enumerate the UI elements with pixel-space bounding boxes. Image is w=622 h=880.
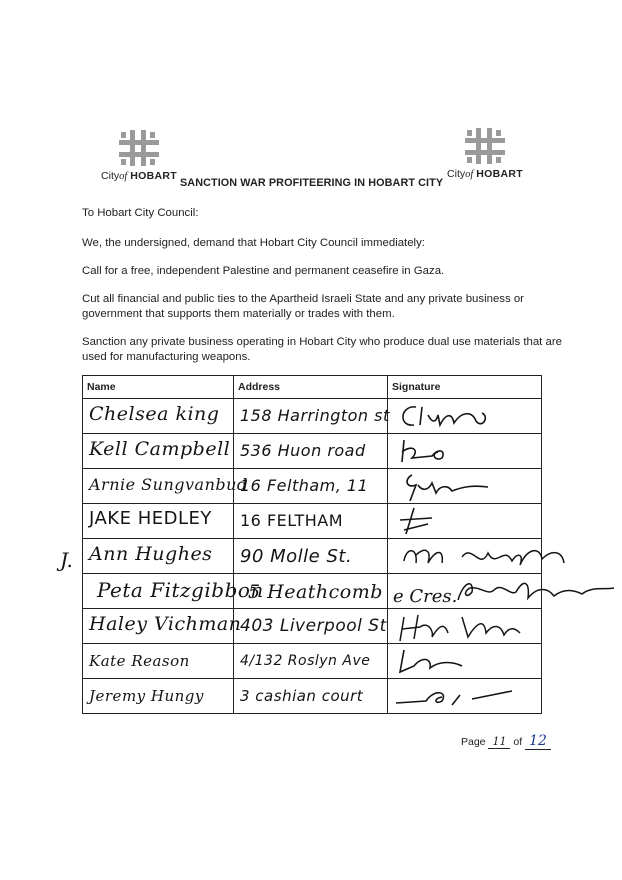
- signer-name: JAKE HEDLEY: [89, 508, 212, 529]
- signature-cell: [388, 469, 542, 504]
- table-row: [83, 539, 542, 574]
- name-cell: [83, 399, 234, 434]
- name-cell: [83, 469, 248, 504]
- city-of-hobart-logo-left: [98, 130, 180, 182]
- signer-address: 3 cashian court: [240, 687, 364, 705]
- address-cell: [234, 609, 388, 644]
- name-cell: [83, 434, 234, 469]
- signer-address: 158 Harrington st: [240, 406, 390, 425]
- hobart-crest-icon: [465, 128, 505, 164]
- demand-intro: We, the undersigned, demand that Hobart City Council immediately:: [82, 237, 425, 249]
- handwritten-signature: [392, 611, 542, 643]
- demand-ceasefire: Call for a free, independent Palestine and permanent ceasefire in Gaza.: [82, 265, 445, 277]
- signature-cell: [388, 644, 542, 679]
- demand-sanction-line-1: Sanction any private business operating in Hobart City who produce dual use materials that are: [82, 336, 562, 348]
- signature-cell: [388, 399, 542, 434]
- signer-address: 16 FELTHAM: [240, 511, 344, 530]
- table-row: [83, 434, 542, 469]
- name-cell: [83, 679, 234, 714]
- name-cell: [83, 644, 234, 679]
- signer-address: 536 Huon road: [240, 441, 366, 460]
- city-of-hobart-logo-right: [444, 128, 526, 180]
- of-label: of: [513, 736, 523, 748]
- signature-cell: [388, 504, 542, 539]
- signer-name: Jeremy Hungy: [89, 687, 204, 705]
- table-row: [83, 574, 542, 609]
- address-cell: [234, 679, 388, 714]
- name-column-header: Name: [83, 376, 234, 399]
- table-row: [83, 399, 542, 434]
- name-cell: [83, 609, 242, 644]
- handwritten-signature: [392, 506, 532, 536]
- handwritten-signature: [392, 541, 582, 573]
- handwritten-signature: [392, 401, 532, 431]
- signature-column-header: Signature: [388, 376, 542, 399]
- signer-address: 5 Heathcomb: [248, 581, 383, 603]
- signature-cell: [388, 539, 542, 574]
- signature-table: [82, 375, 542, 714]
- signer-address: 4/132 Roslyn Ave: [240, 653, 371, 669]
- signature-cell: [388, 679, 542, 714]
- handwritten-signature: [392, 471, 532, 503]
- signer-address: 16 Feltham, 11: [240, 476, 369, 495]
- hobart-crest-icon: [119, 130, 159, 166]
- page-label: Page: [461, 736, 486, 748]
- demand-cut-ties-line-2: government that supports them materially or trades with them.: [82, 308, 395, 320]
- table-row: [83, 609, 542, 644]
- address-cell: [234, 434, 388, 469]
- logo-text: Cityof HOBART: [101, 170, 177, 182]
- name-prefix-annotation: J.: [60, 548, 73, 572]
- signer-address: 90 Molle St.: [240, 546, 353, 567]
- signer-name: Haley Vichman: [89, 613, 242, 635]
- address-cell: [234, 469, 388, 504]
- address-cell: [234, 644, 388, 679]
- demand-cut-ties-line-1: Cut all financial and public ties to the Apartheid Israeli State and any private business or: [82, 293, 524, 305]
- table-header-row: [83, 376, 542, 399]
- handwritten-signature: [392, 436, 532, 466]
- name-cell: [83, 539, 234, 574]
- table-row: [83, 469, 542, 504]
- signer-name: Kell Campbell: [89, 438, 231, 460]
- address-cell: [234, 399, 388, 434]
- name-cell: [83, 574, 264, 609]
- handwritten-signature: [392, 646, 532, 676]
- addressee-line: To Hobart City Council:: [82, 207, 199, 219]
- address-cell: [234, 539, 388, 574]
- address-column-header: Address: [234, 376, 388, 399]
- signer-name: Kate Reason: [89, 652, 190, 670]
- signer-address: 403 Liverpool St: [240, 616, 387, 636]
- signer-name: Ann Hughes: [89, 543, 213, 565]
- table-row: [83, 504, 542, 539]
- address-cell: [234, 574, 388, 609]
- page-indicator: [461, 733, 551, 750]
- page-total: 12: [525, 733, 551, 750]
- page-current: 11: [488, 735, 510, 749]
- petition-title: SANCTION WAR PROFITEERING IN HOBART CITY: [180, 177, 444, 189]
- signature-cell: [388, 609, 542, 644]
- signer-name: Chelsea king: [89, 403, 220, 425]
- name-cell: [83, 504, 234, 539]
- table-row: [83, 679, 542, 714]
- demand-sanction-line-2: used for manufacturing weapons.: [82, 351, 251, 363]
- address-overflow-annotation: e Cres.: [393, 586, 458, 607]
- signer-name: Arnie Sungvanbud: [89, 475, 248, 494]
- table-row: [83, 644, 542, 679]
- signer-name: Peta Fitzgibbon: [97, 578, 264, 602]
- handwritten-signature: [392, 681, 532, 711]
- handwritten-signature: [454, 576, 622, 608]
- address-cell: [234, 504, 388, 539]
- signature-cell: [388, 434, 542, 469]
- logo-text: Cityof HOBART: [447, 168, 523, 180]
